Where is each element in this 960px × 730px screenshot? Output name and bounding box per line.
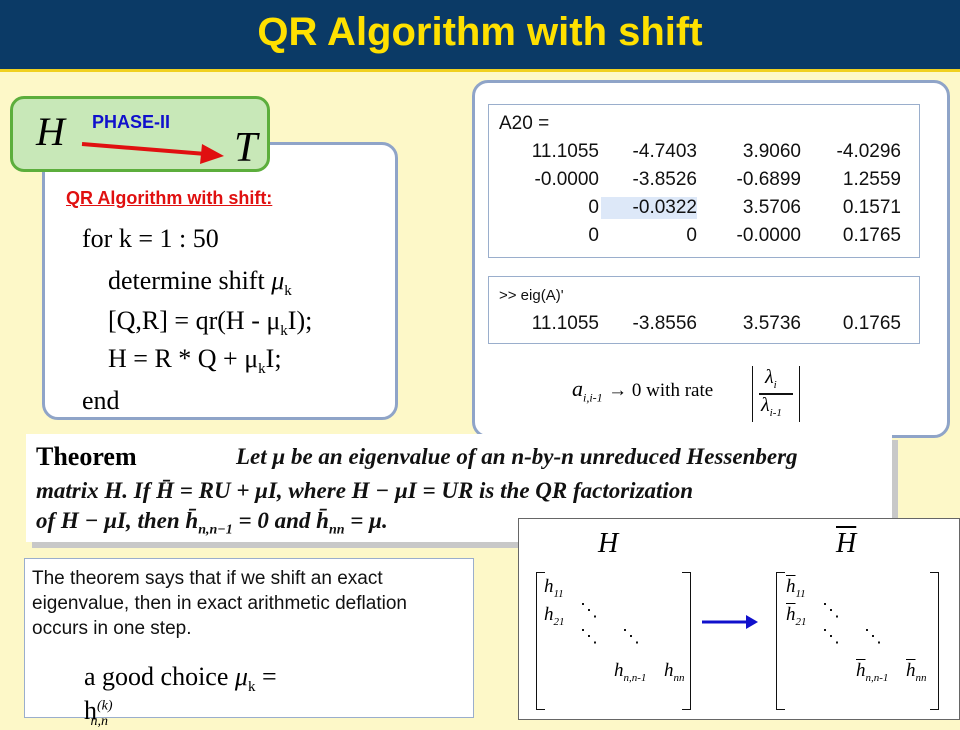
theorem-line-1: Let μ be an eigenvalue of an n-by-n unreduced Hessenberg [236, 444, 798, 469]
theorem-line-3-a: of H − μI, then h̄ [36, 508, 199, 533]
right-bracket-right [930, 572, 939, 710]
phase-label: PHASE-II [92, 112, 171, 132]
hessbar-hn1-sub: n,n-1 [865, 671, 889, 684]
matrix-cell: -4.7403 [632, 141, 697, 162]
hessbar-hnn-sub: nn [915, 671, 927, 684]
hessbar-dots: ⋱ [822, 600, 840, 620]
matrix-row [489, 225, 921, 249]
theorem-line-2: matrix H. If H̄ = RU + μI, where H − μI = UR is the QR factorization [36, 478, 694, 503]
matrix-row [489, 169, 921, 193]
hess-dots: ⋱ [622, 626, 640, 646]
phase-from: H [36, 109, 65, 154]
hessbar-h11-sub: 11 [795, 587, 806, 600]
hessbar-hn1-h: $\overline{h}$ [856, 660, 866, 681]
algo-update-tail: I; [265, 344, 282, 373]
hessbar-hnn-h: $\overline{h}$ [906, 660, 916, 681]
good-choice-sub: n,n [90, 714, 109, 730]
eig-command: >> eig(A)' [499, 287, 564, 304]
eig-output [488, 276, 920, 344]
hessbar-hnn [906, 660, 927, 684]
algo-line-update [108, 344, 282, 378]
algo-qr-text: [Q,R] = qr(H - μ [108, 306, 281, 335]
algo-line-end: end [82, 386, 120, 415]
hess-h21 [544, 604, 565, 628]
rate-den [761, 394, 782, 419]
page-title: QR Algorithm with shift [257, 10, 703, 54]
matrix-cell: 0 [686, 225, 697, 246]
matrix-cell: 0 [588, 225, 599, 246]
hess-h21-sub: 21 [553, 615, 565, 628]
left-bracket-right [682, 572, 691, 710]
matrix-cell-highlighted: -0.0322 [601, 197, 697, 219]
good-choice-mu: μ [234, 662, 248, 691]
rate-ratio [752, 366, 800, 422]
matrix-rows [489, 141, 921, 257]
algo-line-shift [108, 266, 292, 300]
algo-k: k [284, 283, 292, 300]
rate-num [765, 366, 777, 391]
algo-shift-text: determine shift [108, 266, 265, 295]
rate-den-lambda: λ [761, 394, 770, 416]
rate-num-sub: i [773, 379, 777, 391]
hess-hn1-sub: n,n-1 [623, 671, 647, 684]
hess-hnn-h: h [664, 660, 674, 681]
matrix-cell: 0 [588, 197, 599, 218]
good-choice-text: a good choice [84, 662, 229, 691]
rate-arrow-text: → 0 with rate [608, 380, 714, 401]
algorithm-heading: QR Algorithm with shift: [66, 188, 273, 208]
algo-qr-tail: I); [287, 306, 313, 335]
theorem-label: Theorem [36, 442, 137, 471]
matrix-row [489, 141, 921, 165]
good-choice-eq: = h [84, 662, 277, 726]
hess-left-label: H [598, 528, 619, 559]
theorem-line-3-c: = μ. [344, 508, 388, 533]
matrix-cell: -0.0000 [736, 225, 801, 246]
algo-mu: μ [271, 266, 285, 295]
rate-a-sub: i,i-1 [583, 390, 603, 405]
matrix-name: A20 = [499, 113, 550, 134]
transform-arrow-icon [700, 612, 760, 632]
hess-hn1 [614, 660, 646, 684]
hess-dots: ⋱ [580, 600, 598, 620]
hessbar-h21 [786, 604, 807, 628]
hess-h11 [544, 576, 564, 600]
matrix-cell: 11.1055 [531, 141, 599, 162]
eig-value: 0.1765 [842, 313, 901, 334]
matrix-cell: -0.0000 [534, 169, 599, 190]
algo-qr-k: k [280, 323, 288, 340]
rate-den-sub: i-1 [769, 407, 782, 419]
hess-h11-h: h [544, 576, 554, 597]
rate-formula [572, 376, 713, 405]
algo-line-for: for k = 1 : 50 [82, 224, 219, 253]
matrix-cell: 1.2559 [842, 169, 901, 190]
right-bracket-left [776, 572, 785, 710]
rate-a: a [572, 376, 583, 401]
hessbar-h11-h: $\overline{h}$ [786, 576, 796, 597]
hess-h21-h: h [544, 604, 554, 625]
hess-hn1-h: h [614, 660, 624, 681]
phase-arrow-icon [80, 138, 230, 168]
matrix-cell: 0.1571 [842, 197, 901, 218]
matrix-cell: -0.6899 [736, 169, 801, 190]
matrix-row [489, 197, 921, 221]
theorem-line-3 [36, 508, 388, 539]
phase-to: T [234, 125, 258, 171]
matrix-cell: -3.8526 [632, 169, 697, 190]
good-choice-sup: (k) [97, 698, 113, 714]
algo-update-k: k [258, 361, 266, 378]
hessbar-dots: ⋱ [822, 626, 840, 646]
hessbar-hn1 [856, 660, 888, 684]
eig-value: 11.1055 [531, 313, 599, 334]
hess-hnn [664, 660, 685, 684]
matrix-output [488, 104, 920, 258]
hessbar-h21-h: $\overline{h}$ [786, 604, 796, 625]
matrix-cell: 0.1765 [842, 225, 901, 246]
eig-value: 3.5736 [742, 313, 801, 334]
hess-dots: ⋱ [580, 626, 598, 646]
matrix-cell: 3.5706 [742, 197, 801, 218]
algo-update-text: H = R * Q + μ [108, 344, 259, 373]
theorem-line-3-b: = 0 and h̄ [232, 508, 329, 533]
eig-value: -3.8556 [632, 313, 697, 334]
hess-h11-sub: 11 [553, 587, 564, 600]
matrix-cell: 3.9060 [742, 141, 801, 162]
good-choice-k: k [247, 679, 256, 696]
hess-right-label: $\overline{H}$ [836, 528, 857, 559]
explanation-text: The theorem says that if we shift an exact eigenvalue, then in exact arithmetic deflation occurs in one step. [32, 568, 407, 639]
hessbar-dots: ⋱ [864, 626, 882, 646]
hessbar-h11 [786, 576, 806, 600]
theorem-sub-1: n,n−1 [198, 522, 233, 538]
hessbar-h21-sub: 21 [795, 615, 807, 628]
rate-num-lambda: λ [765, 366, 774, 388]
hess-hnn-sub: nn [673, 671, 685, 684]
eig-values [489, 313, 921, 339]
theorem-sub-2: nn [328, 522, 345, 538]
matrix-cell: -4.0296 [836, 141, 901, 162]
algo-line-qr [108, 306, 312, 340]
